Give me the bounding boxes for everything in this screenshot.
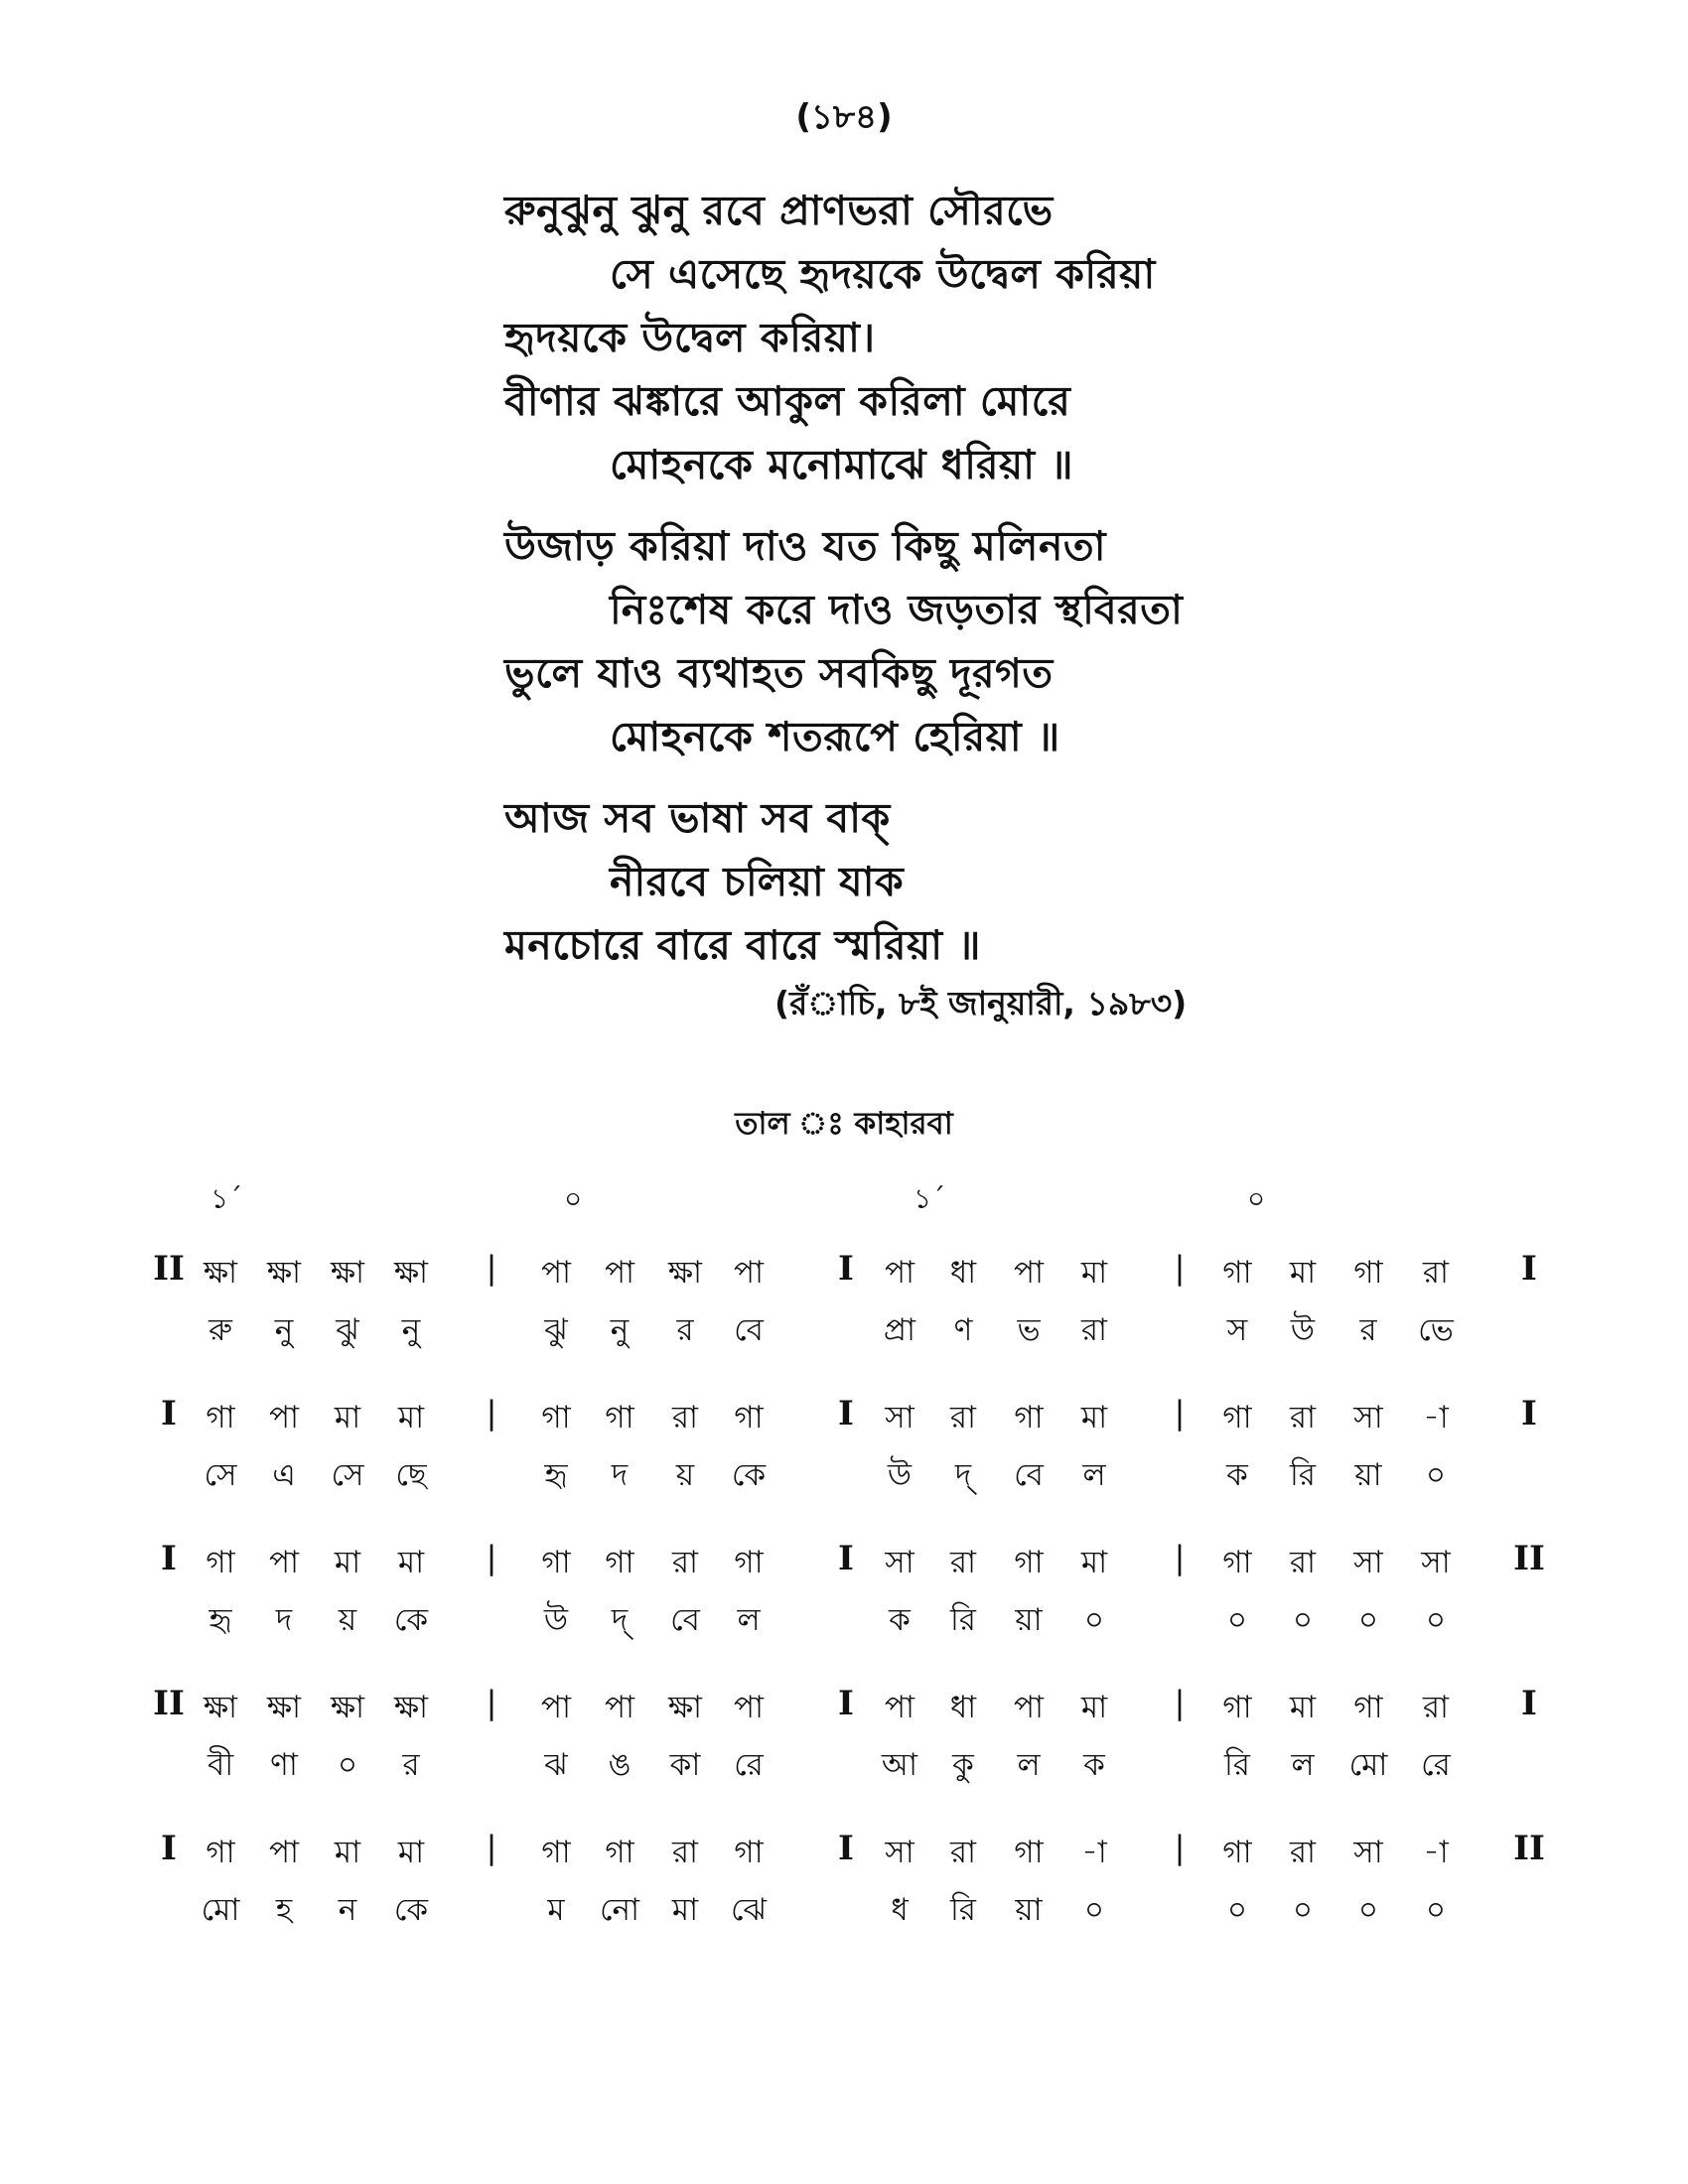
swara-note: মা: [397, 1545, 425, 1580]
swara-note: ক্ষা: [266, 1690, 302, 1725]
lyric-syllable: ভে: [1418, 1312, 1454, 1348]
lyric-syllable: ০: [1083, 1892, 1105, 1928]
lyric-syllable: মো: [1348, 1747, 1388, 1783]
swara-note: পা: [268, 1400, 300, 1435]
lyric-syllable: উ: [887, 1457, 913, 1493]
swara-note: মা: [1289, 1255, 1317, 1291]
lyric-syllable: ০: [1357, 1892, 1379, 1928]
lyric-syllable: ক: [1083, 1747, 1105, 1783]
lyric-syllable: ০: [1083, 1602, 1105, 1638]
swara-note: রা: [1289, 1545, 1317, 1580]
lyric-line: উজাড় করিয়া দাও যত কিছু মলিনতা: [504, 522, 1107, 570]
lyric-syllable: ০: [1226, 1892, 1248, 1928]
lyric-syllable: য়া: [1015, 1602, 1043, 1638]
lyric-line: সে এসেছে হৃদয়কে উদ্বেল করিয়া: [610, 250, 1156, 298]
lyric-syllable: ল: [737, 1602, 761, 1638]
lyric-syllable: কে: [393, 1892, 429, 1928]
bar-line: |: [486, 1249, 497, 1287]
lyric-syllable: ০: [1357, 1602, 1379, 1638]
swara-note: মা: [334, 1545, 361, 1580]
lyric-syllable: উ: [543, 1602, 569, 1638]
lyric-syllable: য়া: [1015, 1892, 1043, 1928]
swara-note: রা: [949, 1400, 977, 1435]
swara-note: গা: [1014, 1835, 1044, 1870]
lyric-syllable: র: [402, 1747, 420, 1783]
swara-note: রা: [671, 1545, 699, 1580]
swara-note: সা: [1421, 1545, 1451, 1580]
bar-line: I: [161, 1829, 177, 1868]
swara-note: সা: [885, 1545, 914, 1580]
bar-line: I: [161, 1394, 177, 1433]
bar-line: I: [1521, 1394, 1537, 1433]
lyric-syllable: দ্: [954, 1457, 972, 1493]
bar-line: II: [153, 1249, 185, 1289]
swara-note: -া: [1081, 1835, 1107, 1870]
lyric-syllable: র: [1359, 1312, 1377, 1348]
swara-note: রা: [1422, 1690, 1450, 1725]
swara-note: -া: [1423, 1400, 1449, 1435]
bar-line: |: [486, 1829, 497, 1866]
lyric-syllable: বে: [1014, 1457, 1044, 1493]
lyric-syllable: রে: [1421, 1747, 1451, 1783]
lyric-syllable: সে: [331, 1457, 364, 1493]
lyric-line: মোহনকে শতরূপে হেরিয়া ॥: [610, 713, 1060, 760]
bar-line: I: [1521, 1249, 1537, 1289]
lyric-syllable: ঙ: [608, 1747, 632, 1783]
bar-line: II: [153, 1684, 185, 1723]
lyric-syllable: ঝু: [544, 1312, 568, 1348]
swara-note: ধা: [949, 1255, 977, 1291]
swara-note: গা: [1014, 1545, 1044, 1580]
lyric-syllable: নু: [610, 1312, 630, 1348]
swara-note: পা: [733, 1255, 765, 1291]
swara-note: মা: [1080, 1400, 1108, 1435]
lyric-syllable: ন: [338, 1892, 357, 1928]
swara-note: পা: [268, 1545, 300, 1580]
lyric-syllable: য়: [675, 1457, 695, 1493]
lyric-syllable: রি: [950, 1892, 976, 1928]
swara-note: গা: [1222, 1255, 1252, 1291]
swara-note: পা: [540, 1255, 572, 1291]
lyric-syllable: ঝ: [544, 1747, 568, 1783]
swara-note: পা: [604, 1255, 635, 1291]
bar-line: |: [1174, 1249, 1186, 1287]
swara-note: ক্ষা: [393, 1255, 429, 1291]
lyric-syllable: ল: [1082, 1457, 1106, 1493]
swara-note: মা: [1080, 1690, 1108, 1725]
bar-line: |: [1174, 1394, 1186, 1432]
swara-note: মা: [397, 1835, 425, 1870]
beat-mark-tali: ১´: [914, 1182, 946, 1215]
lyric-line: বীণার ঝঙ্কারে আকুল করিলা মোরে: [504, 377, 1071, 425]
swara-note: ক্ষা: [203, 1255, 238, 1291]
swara-note: গা: [1353, 1690, 1383, 1725]
swara-note: পা: [733, 1690, 765, 1725]
bar-line: I: [838, 1539, 854, 1578]
lyric-syllable: হ: [275, 1892, 293, 1928]
lyric-syllable: রি: [950, 1602, 976, 1638]
lyric-syllable: নু: [401, 1312, 421, 1348]
lyric-syllable: রা: [1080, 1312, 1108, 1348]
swara-note: সা: [885, 1835, 914, 1870]
notation-row: [0, 1386, 1688, 1531]
stanza: [504, 514, 1398, 768]
lyric-syllable: বী: [207, 1747, 234, 1783]
lyric-syllable: কে: [731, 1457, 767, 1493]
swara-note: গা: [605, 1545, 634, 1580]
swara-note: ক্ষা: [393, 1690, 429, 1725]
swara-note: ক্ষা: [330, 1255, 365, 1291]
bar-line: |: [486, 1684, 497, 1721]
lyric-line: মোহনকে মনোমাঝে ধরিয়া ॥: [610, 441, 1074, 488]
swara-note: সা: [1353, 1835, 1383, 1870]
lyric-syllable: মো: [201, 1892, 240, 1928]
swara-note: ক্ষা: [667, 1690, 703, 1725]
bar-line: I: [838, 1684, 854, 1723]
lyric-syllable: নু: [274, 1312, 294, 1348]
lyric-syllable: ম: [547, 1892, 565, 1928]
lyric-syllable: য়: [338, 1602, 357, 1638]
lyric-syllable: রু: [209, 1312, 232, 1348]
lyrics: [504, 179, 1398, 995]
swara-note: মা: [397, 1400, 425, 1435]
bar-line: |: [1174, 1829, 1186, 1866]
beat-marks: [0, 1177, 1688, 1217]
notation-row: [0, 1821, 1688, 1966]
bar-line: |: [486, 1394, 497, 1432]
lyric-syllable: ০: [337, 1747, 358, 1783]
swara-note: পা: [1013, 1255, 1045, 1291]
lyric-syllable: কা: [669, 1747, 701, 1783]
swara-note: গা: [206, 1835, 235, 1870]
lyric-syllable: ছে: [395, 1457, 427, 1493]
swara-note: গা: [1222, 1690, 1252, 1725]
lyric-syllable: ০: [1226, 1602, 1248, 1638]
lyric-syllable: ঝে: [730, 1892, 768, 1928]
lyric-syllable: কু: [952, 1747, 974, 1783]
lyric-syllable: দ্: [611, 1602, 629, 1638]
swara-note: গা: [734, 1545, 764, 1580]
swara-note: রা: [1289, 1400, 1317, 1435]
lyric-line: নিঃশেষ করে দাও জড়তার স্থবিরতা: [610, 586, 1184, 633]
lyric-syllable: মা: [671, 1892, 699, 1928]
stanza: [504, 786, 1398, 977]
lyric-syllable: রি: [1290, 1457, 1316, 1493]
swara-note: পা: [884, 1255, 915, 1291]
swara-note: রা: [671, 1400, 699, 1435]
lyric-syllable: ল: [1291, 1747, 1315, 1783]
swara-note: গা: [541, 1545, 571, 1580]
swara-note: মা: [1080, 1545, 1108, 1580]
bar-line: I: [1521, 1684, 1537, 1723]
bar-line: II: [1513, 1829, 1545, 1868]
lyric-syllable: হৃ: [544, 1457, 568, 1493]
lyric-syllable: কে: [393, 1602, 429, 1638]
swara-note: মা: [334, 1835, 361, 1870]
lyric-line: নীরবে চলিয়া যাক: [610, 858, 905, 905]
swara-note: মা: [1289, 1690, 1317, 1725]
swara-note: পা: [884, 1690, 915, 1725]
swara-note: গা: [541, 1400, 571, 1435]
lyric-syllable: প্রা: [883, 1312, 916, 1348]
stanza: [504, 179, 1398, 496]
lyric-syllable: নো: [599, 1892, 640, 1928]
swara-note: গা: [605, 1835, 634, 1870]
swara-note: রা: [949, 1545, 977, 1580]
lyric-syllable: ল: [1017, 1747, 1041, 1783]
page-number: (১৮৪): [795, 97, 893, 137]
lyric-syllable: বে: [734, 1312, 764, 1348]
swara-note: সা: [885, 1400, 914, 1435]
swara-note: সা: [1353, 1545, 1383, 1580]
swara-note: ক্ষা: [667, 1255, 703, 1291]
lyric-syllable: ধ: [891, 1892, 909, 1928]
bar-line: II: [1513, 1539, 1545, 1578]
swara-note: গা: [1222, 1835, 1252, 1870]
lyric-syllable: ক: [1226, 1457, 1248, 1493]
lyric-syllable: হৃ: [209, 1602, 232, 1638]
beat-mark-khali: ০: [564, 1182, 583, 1215]
lyric-syllable: স: [1226, 1312, 1248, 1348]
bar-line: |: [1174, 1684, 1186, 1721]
swara-note: পা: [540, 1690, 572, 1725]
lyric-syllable: এ: [272, 1457, 296, 1493]
lyric-syllable: বে: [670, 1602, 700, 1638]
swara-note: সা: [1353, 1400, 1383, 1435]
beat-mark-khali: ০: [1247, 1182, 1266, 1215]
bar-line: I: [838, 1829, 854, 1868]
swara-note: গা: [1014, 1400, 1044, 1435]
lyric-syllable: উ: [1290, 1312, 1316, 1348]
swara-note: মা: [334, 1400, 361, 1435]
bar-line: |: [486, 1539, 497, 1576]
beat-mark-tali: ১´: [211, 1182, 243, 1215]
swara-note: মা: [1080, 1255, 1108, 1291]
lyric-syllable: ভ: [1017, 1312, 1041, 1348]
notation-row: [0, 1531, 1688, 1676]
swara-note: গা: [1222, 1545, 1252, 1580]
swara-note: গা: [206, 1545, 235, 1580]
swara-note: রা: [1422, 1255, 1450, 1291]
lyric-syllable: র: [676, 1312, 694, 1348]
lyric-syllable: ০: [1292, 1892, 1314, 1928]
lyric-line: হৃদয়কে উদ্বেল করিয়া।: [504, 314, 876, 361]
lyric-syllable: রে: [734, 1747, 764, 1783]
lyric-syllable: ০: [1292, 1602, 1314, 1638]
lyric-syllable: ঝু: [336, 1312, 359, 1348]
lyric-syllable: ০: [1425, 1457, 1447, 1493]
swara-note: গা: [206, 1400, 235, 1435]
lyric-syllable: রি: [1224, 1747, 1250, 1783]
lyric-syllable: ক: [889, 1602, 911, 1638]
bar-line: |: [1174, 1539, 1186, 1576]
lyric-syllable: য়া: [1354, 1457, 1382, 1493]
lyric-syllable: ০: [1425, 1602, 1447, 1638]
swara-note: গা: [541, 1835, 571, 1870]
lyric-line: মনচোরে বারে বারে স্মরিয়া ॥: [504, 921, 981, 969]
swara-note: গা: [734, 1400, 764, 1435]
swara-note: ক্ষা: [330, 1690, 365, 1725]
swara-note: গা: [605, 1400, 634, 1435]
notation-table: [0, 1241, 1688, 1966]
swara-note: ধা: [949, 1690, 977, 1725]
notation-row: [0, 1676, 1688, 1821]
swara-note: -া: [1423, 1835, 1449, 1870]
swara-note: গা: [734, 1835, 764, 1870]
swara-note: গা: [1353, 1255, 1383, 1291]
swara-note: রা: [949, 1835, 977, 1870]
tala-heading: তাল ঃ কাহারবা: [735, 1106, 953, 1142]
lyric-syllable: ০: [1425, 1892, 1447, 1928]
swara-note: ক্ষা: [203, 1690, 238, 1725]
lyric-syllable: সে: [204, 1457, 237, 1493]
lyric-syllable: আ: [881, 1747, 918, 1783]
lyric-syllable: ণা: [270, 1747, 298, 1783]
swara-note: পা: [1013, 1690, 1045, 1725]
lyric-syllable: ণ: [953, 1312, 973, 1348]
notation-row: [0, 1241, 1688, 1386]
swara-note: পা: [268, 1835, 300, 1870]
swara-note: ক্ষা: [266, 1255, 302, 1291]
bar-line: I: [838, 1394, 854, 1433]
swara-note: পা: [604, 1690, 635, 1725]
swara-note: রা: [671, 1835, 699, 1870]
swara-note: গা: [1222, 1400, 1252, 1435]
place-date-footnote: (রঁাচি, ৮ই জানুয়ারী, ১৯৮৩): [774, 984, 1188, 1023]
lyric-line: ভুলে যাও ব্যথাহত সবকিছু দূরগত: [504, 649, 1054, 697]
lyric-line: আজ সব ভাষা সব বাক্‌: [504, 794, 891, 842]
swara-note: রা: [1289, 1835, 1317, 1870]
bar-line: I: [161, 1539, 177, 1578]
lyric-syllable: দ: [275, 1602, 293, 1638]
bar-line: I: [838, 1249, 854, 1289]
lyric-line: রুনুঝুনু ঝুনু রবে প্রাণভরা সৌরভে: [504, 187, 1054, 234]
lyric-syllable: দ: [611, 1457, 629, 1493]
